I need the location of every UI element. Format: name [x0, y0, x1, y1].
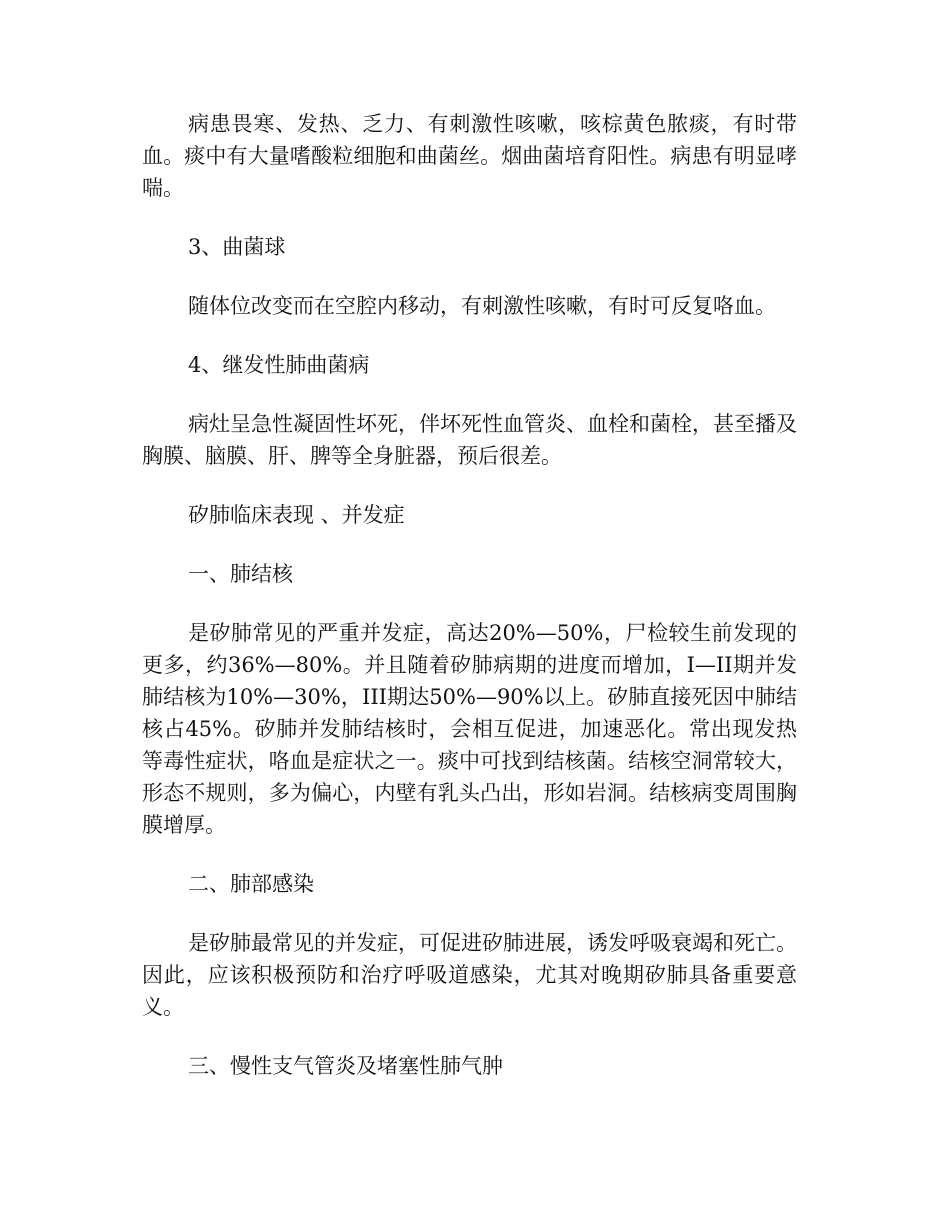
document-page — [142, 108, 797, 1109]
heading-tuberculosis: 一、肺结核 — [188, 562, 293, 586]
paragraph-lung-infection: 是矽肺最常见的并发症，可促进矽肺进展，诱发呼吸衰竭和死亡。因此，应该积极预防和治疗呼吸道感染，尤其对晚期矽肺具备重要意义。 — [142, 931, 797, 1019]
heading-secondary-aspergillosis: 4、继发性肺曲菌病 — [188, 353, 370, 377]
heading-chronic-bronchitis: 三、慢性支气管炎及堵塞性肺气肿 — [188, 1054, 503, 1078]
paragraph-symptoms-intro: 病患畏寒、发热、乏力、有刺激性咳嗽，咳棕黄色脓痰，有时带血。痰中有大量嗜酸粒细胞和曲菌丝。烟曲菌培育阳性。病患有明显哮喘。 — [142, 112, 797, 200]
paragraph-tuberculosis: 是矽肺常见的严重并发症，高达20%—50%，尸检较生前发现的更多，约36%—80%。并且随着矽肺病期的进度而增加，I—II期并发肺结核为10%—30%，III期达50%—90%以上。矽肺直接死因中肺结核占45%。矽肺并发肺结核时，会相互促进，加速恶化。常出现发热等毒性症状，咯血是症状之一。痰中可找到结核菌。结核空洞常较大，形态不规则，多为偏心，内壁有乳头凸出，形如岩洞。结核病变周围胸膜增厚。 — [142, 621, 797, 837]
heading-lung-infection: 二、肺部感染 — [188, 872, 314, 896]
heading-silicosis-complications: 矽肺临床表现 、并发症 — [188, 503, 405, 527]
paragraph-secondary-aspergillosis: 病灶呈急性凝固性坏死，伴坏死性血管炎、血栓和菌栓，甚至播及胸膜、脑膜、肝、脾等全身脏器，预后很差。 — [142, 412, 797, 468]
heading-aspergilloma: 3、曲菌球 — [188, 235, 286, 259]
paragraph-aspergilloma: 随体位改变而在空腔内移动，有刺激性咳嗽，有时可反复咯血。 — [188, 294, 776, 318]
